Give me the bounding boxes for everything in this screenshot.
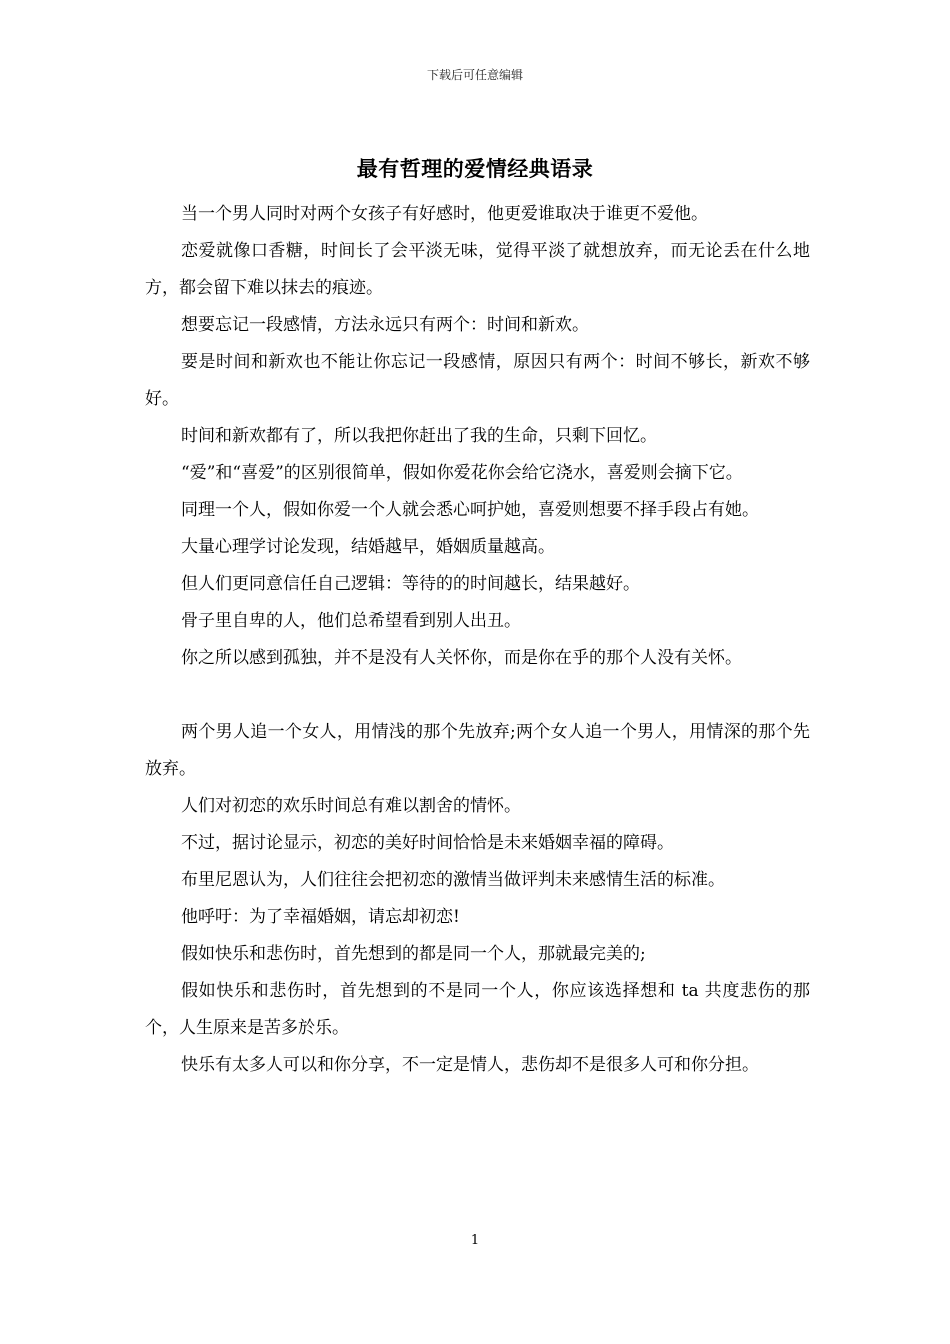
paragraph: 你之所以感到孤独，并不是没有人关怀你，而是你在乎的那个人没有关怀。 — [181, 648, 742, 668]
blank-line — [145, 677, 810, 714]
paragraph: 人们对初恋的欢乐时间总有难以割舍的情怀。 — [181, 796, 521, 816]
paragraph: 两个男人追一个女人，用情浅的那个先放弃;两个女人追一个男人，用情深的那个先放弃。 — [145, 722, 810, 779]
paragraph: 假如快乐和悲伤时，首先想到的不是同一个人，你应该选择想和 ta 共度悲伤的那个，人生原来是苦多於乐。 — [145, 981, 810, 1038]
paragraph: 不过，据讨论显示，初恋的美好时间恰恰是未来婚姻幸福的障碍。 — [181, 833, 674, 853]
paragraph: “爱”和“喜爱”的区别很简单，假如你爱花你会给它浇水，喜爱则会摘下它。 — [181, 463, 743, 483]
document-body — [145, 196, 810, 1084]
paragraph: 恋爱就像口香糖，时间长了会平淡无味，觉得平淡了就想放弃，而无论丢在什么地方，都会留下难以抹去的痕迹。 — [145, 241, 810, 298]
paragraph: 时间和新欢都有了，所以我把你赶出了我的生命，只剩下回忆。 — [181, 426, 657, 446]
paragraph: 要是时间和新欢也不能让你忘记一段感情，原因只有两个：时间不够长，新欢不够好。 — [145, 352, 810, 409]
document-title: 最有哲理的爱情经典语录 — [356, 156, 594, 181]
page-number: 1 — [470, 1233, 480, 1248]
paragraph: 快乐有太多人可以和你分享，不一定是情人，悲伤却不是很多人可和你分担。 — [181, 1055, 759, 1075]
paragraph: 想要忘记一段感情，方法永远只有两个：时间和新欢。 — [181, 315, 589, 335]
paragraph: 布里尼恩认为，人们往往会把初恋的激情当做评判未来感情生活的标准。 — [181, 870, 725, 890]
header-note: 下载后可任意编辑 — [426, 68, 523, 82]
paragraph: 骨子里自卑的人，他们总希望看到别人出丑。 — [181, 611, 521, 631]
paragraph: 但人们更同意信任自己逻辑：等待的的时间越长，结果越好。 — [181, 574, 640, 594]
paragraph: 假如快乐和悲伤时，首先想到的都是同一个人，那就最完美的; — [181, 944, 646, 964]
paragraph: 当一个男人同时对两个女孩子有好感时，他更爱谁取决于谁更不爱他。 — [181, 204, 708, 224]
paragraph: 大量心理学讨论发现，结婚越早，婚姻质量越高。 — [181, 537, 555, 557]
paragraph: 他呼吁：为了幸福婚姻，请忘却初恋! — [181, 907, 460, 927]
paragraph: 同理一个人，假如你爱一个人就会悉心呵护她，喜爱则想要不择手段占有她。 — [181, 500, 759, 520]
